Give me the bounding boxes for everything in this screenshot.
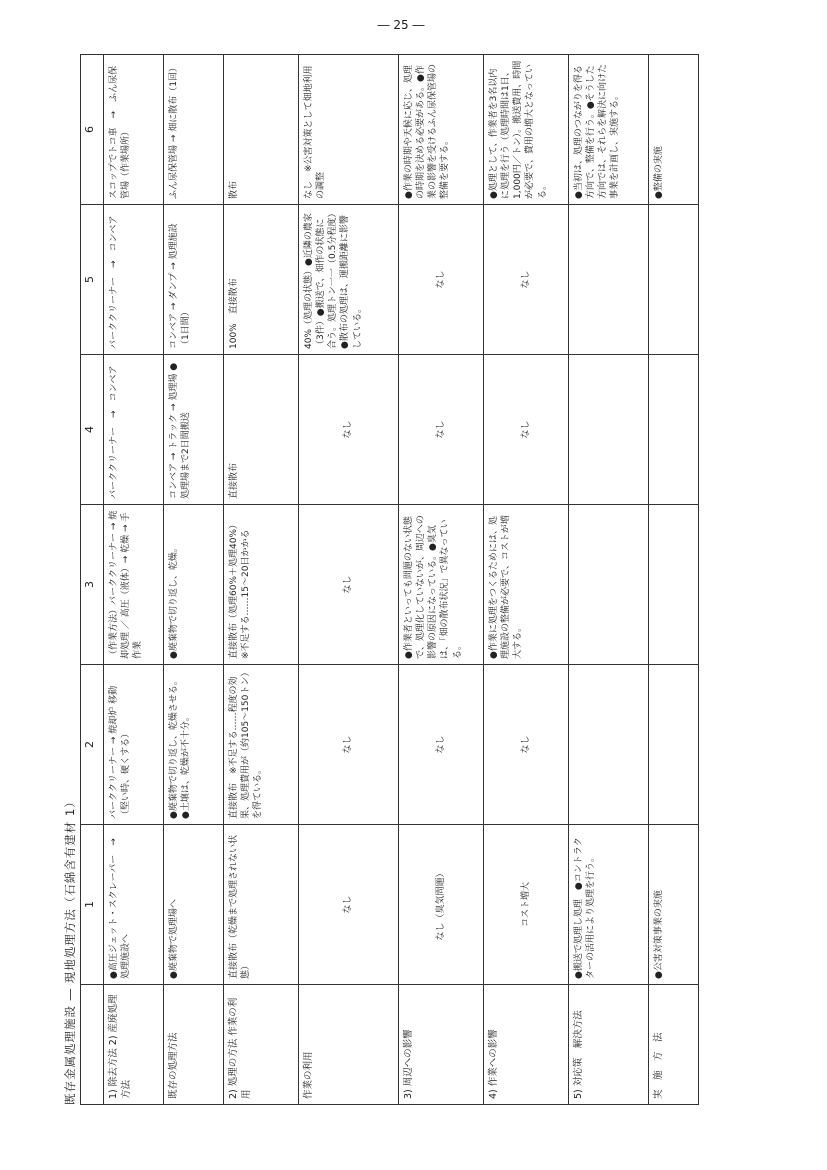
row-label: 4) 作業への影響	[484, 985, 569, 1105]
table-cell: ●廃棄物で処理場へ	[164, 825, 224, 985]
treatment-table	[80, 54, 699, 1105]
table-cell: 100% 直接散布	[224, 205, 299, 355]
table-row	[164, 55, 224, 1105]
table-cell: ●公害対策事業の実施	[649, 825, 699, 985]
table-cell: 直接散布	[224, 355, 299, 505]
table-cell: なし	[484, 665, 569, 825]
column-header: 6	[81, 55, 104, 205]
table-cell: バーククリーナー → コンベア	[104, 355, 164, 505]
row-label: 作業の利用	[299, 985, 399, 1105]
table-cell: ●整備の実施	[649, 55, 699, 205]
table-cell	[649, 665, 699, 825]
row-label: 既存の処理方法	[164, 985, 224, 1105]
table-cell: なし ※公害対策として畑地利用の調整	[299, 55, 399, 205]
table-cell: ●作業の時期や天候に応じ、処理の時期を決める必要がある。●作業の影響を受けるふん尿保管場の整備を要する。	[399, 55, 484, 205]
table-cell	[649, 205, 699, 355]
table-cell: 40%（処理の状態）●近隣の農家（3件）●搬送で、畑作の状態に合う。処理トン一一（0.5分程度）●散布の処理は、運搬距離に影響している。	[299, 205, 399, 355]
table-cell	[649, 355, 699, 505]
row-label: 1) 除去方法 2) 産廃処理方法	[104, 985, 164, 1105]
table-cell	[569, 665, 649, 825]
table-cell: ふん尿保管場 → 畑に散布（1回）	[164, 55, 224, 205]
table-cell: なし（臭気問題）	[399, 825, 484, 985]
table-cell: ●処理として、作業者を3名以内に処理を行う（処理時間は1日、1,000円／トン）。搬送費用、時間が必要で、費用の増大となっている。	[484, 55, 569, 205]
column-header: 4	[81, 355, 104, 505]
table-cell: コンベア → トラック → 処理場 ●処理場まで2日間搬送	[164, 355, 224, 505]
row-label: 2) 処理の方法 作業の利用	[224, 985, 299, 1105]
table-cell	[649, 505, 699, 665]
table-cell: スコップでトコ車 → ふん尿保管場（作業場所）	[104, 55, 164, 205]
table-row	[484, 55, 569, 1105]
table-cell: なし	[484, 205, 569, 355]
row-label: 5) 対応策 解決方法	[569, 985, 649, 1105]
table-cell: ●高圧ジェット・スクレーパー → 処理施設へ	[104, 825, 164, 985]
table-cell: ●作業に処理をつくるためには、処理施設の整備が必要で、コストが増大する。	[484, 505, 569, 665]
table-cell: なし	[484, 355, 569, 505]
column-header: 5	[81, 205, 104, 355]
table-row	[399, 55, 484, 1105]
table-cell: 散布	[224, 55, 299, 205]
table-cell: バーククリーナー → コンベア	[104, 205, 164, 355]
row-label: 実 施 方 法	[649, 985, 699, 1105]
table-row	[649, 55, 699, 1105]
table-row	[569, 55, 649, 1105]
table-cell: 直接散布 ※不足する……程度の効果、処理費用が（約105～150トン）を得ている。	[224, 665, 299, 825]
table-cell: なし	[399, 665, 484, 825]
table-cell: なし	[299, 355, 399, 505]
rotated-page	[63, 0, 720, 1105]
header-row	[81, 55, 104, 1105]
page-title: 既存金属処理施設 ― 現地処理方法（石綿含有建材 1）	[63, 795, 77, 1105]
table-cell: なし	[399, 355, 484, 505]
table-cell: なし	[299, 665, 399, 825]
table-cell: ●廃棄物で切り返し、乾燥させる。●土壌は、乾燥が不十分。	[164, 665, 224, 825]
table-cell: ●搬送で処理し処理 ●コントラクターの活用により処理を行う。	[569, 825, 649, 985]
table-row	[299, 55, 399, 1105]
column-header: 1	[81, 825, 104, 985]
table-cell: ●廃棄物で切り返し、乾燥。	[164, 505, 224, 665]
table-row	[104, 55, 164, 1105]
table-cell: ●当初は、処理のつながりを得る方向で、整備を行う。●そうした方向では、それらを解決に向けた事業を計画し、実施する。	[569, 55, 649, 205]
table-cell: コスト増大	[484, 825, 569, 985]
table-cell	[569, 505, 649, 665]
column-header: 3	[81, 505, 104, 665]
table-row	[224, 55, 299, 1105]
table-cell: なし	[299, 825, 399, 985]
table-cell: なし	[299, 505, 399, 665]
header-corner	[81, 985, 104, 1105]
table-cell	[569, 205, 649, 355]
table-cell	[569, 355, 649, 505]
table-cell: コンベア → ダンプ → 処理施設（1日間）	[164, 205, 224, 355]
table-cell: 直接散布（処理60%＋処理40%） ※不足する……15～20日かかる	[224, 505, 299, 665]
column-header: 2	[81, 665, 104, 825]
table-cell: なし	[399, 205, 484, 355]
row-label: 3) 周辺への影響	[399, 985, 484, 1105]
page-number: ― 25 ―	[377, 18, 425, 32]
table-cell: （作業方法）バーククリーナー → 焼却処理 ／ 高圧（液体）→ 乾燥 → 手作業	[104, 505, 164, 665]
table-cell: ●作業者といっても問題のない状態で、処理化していないが、周辺への影響の原因になっている。●臭気は、「畑の散布状況」で異なっている。	[399, 505, 484, 665]
table-cell: バーククリーナー → 焼却炉 移動（堅い時、硬くする）	[104, 665, 164, 825]
table-cell: 直接散布（乾燥まで処理されない状態）	[224, 825, 299, 985]
